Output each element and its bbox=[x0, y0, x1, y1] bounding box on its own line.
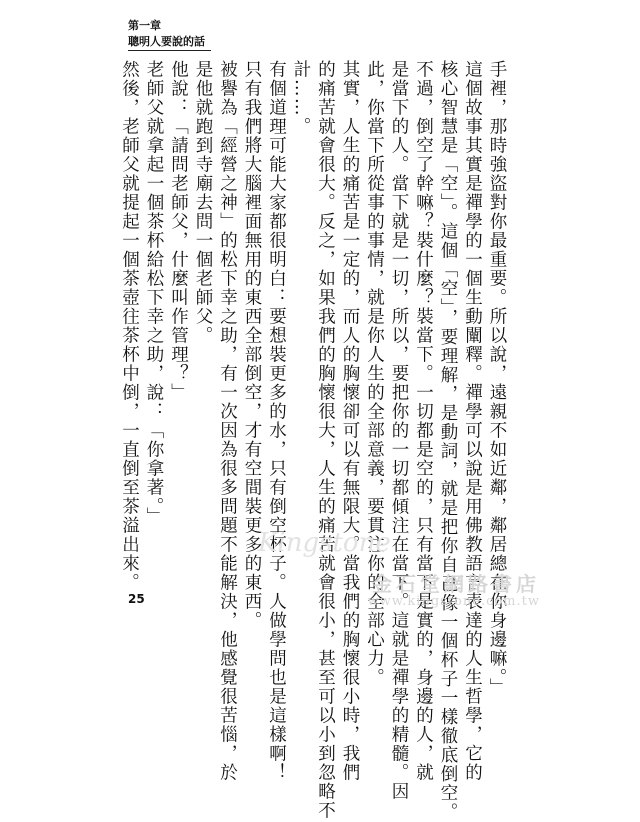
watermark-brand: Kingstone bbox=[258, 528, 391, 558]
text-column: 其實，人生的痛苦是一定的，而人的胸懷卻可以有無限大。當我們的胸懷很小時，我們 bbox=[340, 60, 360, 782]
text-column: 是他就跑到寺廟去問一個老師父。 bbox=[193, 60, 213, 345]
text-column: 手裡，那時強盜對你最重要。所以說，遠親不如近鄰，鄰居總在你身邊嘛。」 bbox=[487, 60, 507, 698]
watermark bbox=[240, 572, 540, 611]
chapter-title: 聰明人要說的話 bbox=[128, 34, 211, 51]
text-column: 有個道理可能大家都很明白：要想裝更多的水，只有倒空杯子。人做學問也是這樣啊！ bbox=[266, 60, 287, 782]
text-column: 老師父就拿起一個茶杯給松下幸之助，說：「你拿著。」 bbox=[144, 60, 164, 527]
text-column: 被譽為「經營之神」的松下幸之助，有一次因為很多問題不能解決，他感覺很苦惱，於 bbox=[217, 60, 238, 782]
watermark-url: www.kingstone.com.tw bbox=[367, 594, 540, 609]
text-column: 計……。 bbox=[291, 60, 311, 136]
text-column: 是當下的人。當下就是一切，所以，要把你的一切都傾注在當下。這就是禪學的精髓。因 bbox=[389, 60, 409, 801]
text-column: 然後，老師父就提起一個茶壺往茶杯中倒，一直倒至茶溢出來。 bbox=[119, 60, 140, 592]
text-column: 他說：「請問老師父，什麼叫作管理？」 bbox=[168, 60, 189, 402]
text-column: 此，你當下所從事的事情，就是你人生的全部意義，要貫注你的全部心力。 bbox=[364, 60, 385, 687]
text-column: 這個故事其實是禪學的一個生動闡釋。禪學可以說是用佛教語言表達的人生哲學，它的 bbox=[462, 60, 483, 782]
chapter-label: 第一章 bbox=[128, 19, 161, 32]
text-column: 核心智慧是「空」。這個「空」，要理解，是動詞，就是把你自己像一個杯子一樣徹底倒空。 bbox=[438, 60, 458, 822]
text-column: 不過，倒空了幹嘛？裝什麼？裝當下。一切都是空的，只有當下是實的，身邊的人，就 bbox=[413, 60, 434, 782]
text-column: 的痛苦就會很大。反之，如果我們的胸懷很大，人生的痛苦就會很小，甚至可以小到忽略不 bbox=[315, 60, 336, 820]
text-column: 只有我們將大腦裡面無用的東西全部倒空，才有空間裝更多的東西。 bbox=[242, 60, 262, 630]
page-number: 25 bbox=[128, 592, 145, 606]
chapter-header bbox=[128, 18, 211, 51]
watermark-text: 金石堂網路書店 bbox=[372, 572, 540, 596]
